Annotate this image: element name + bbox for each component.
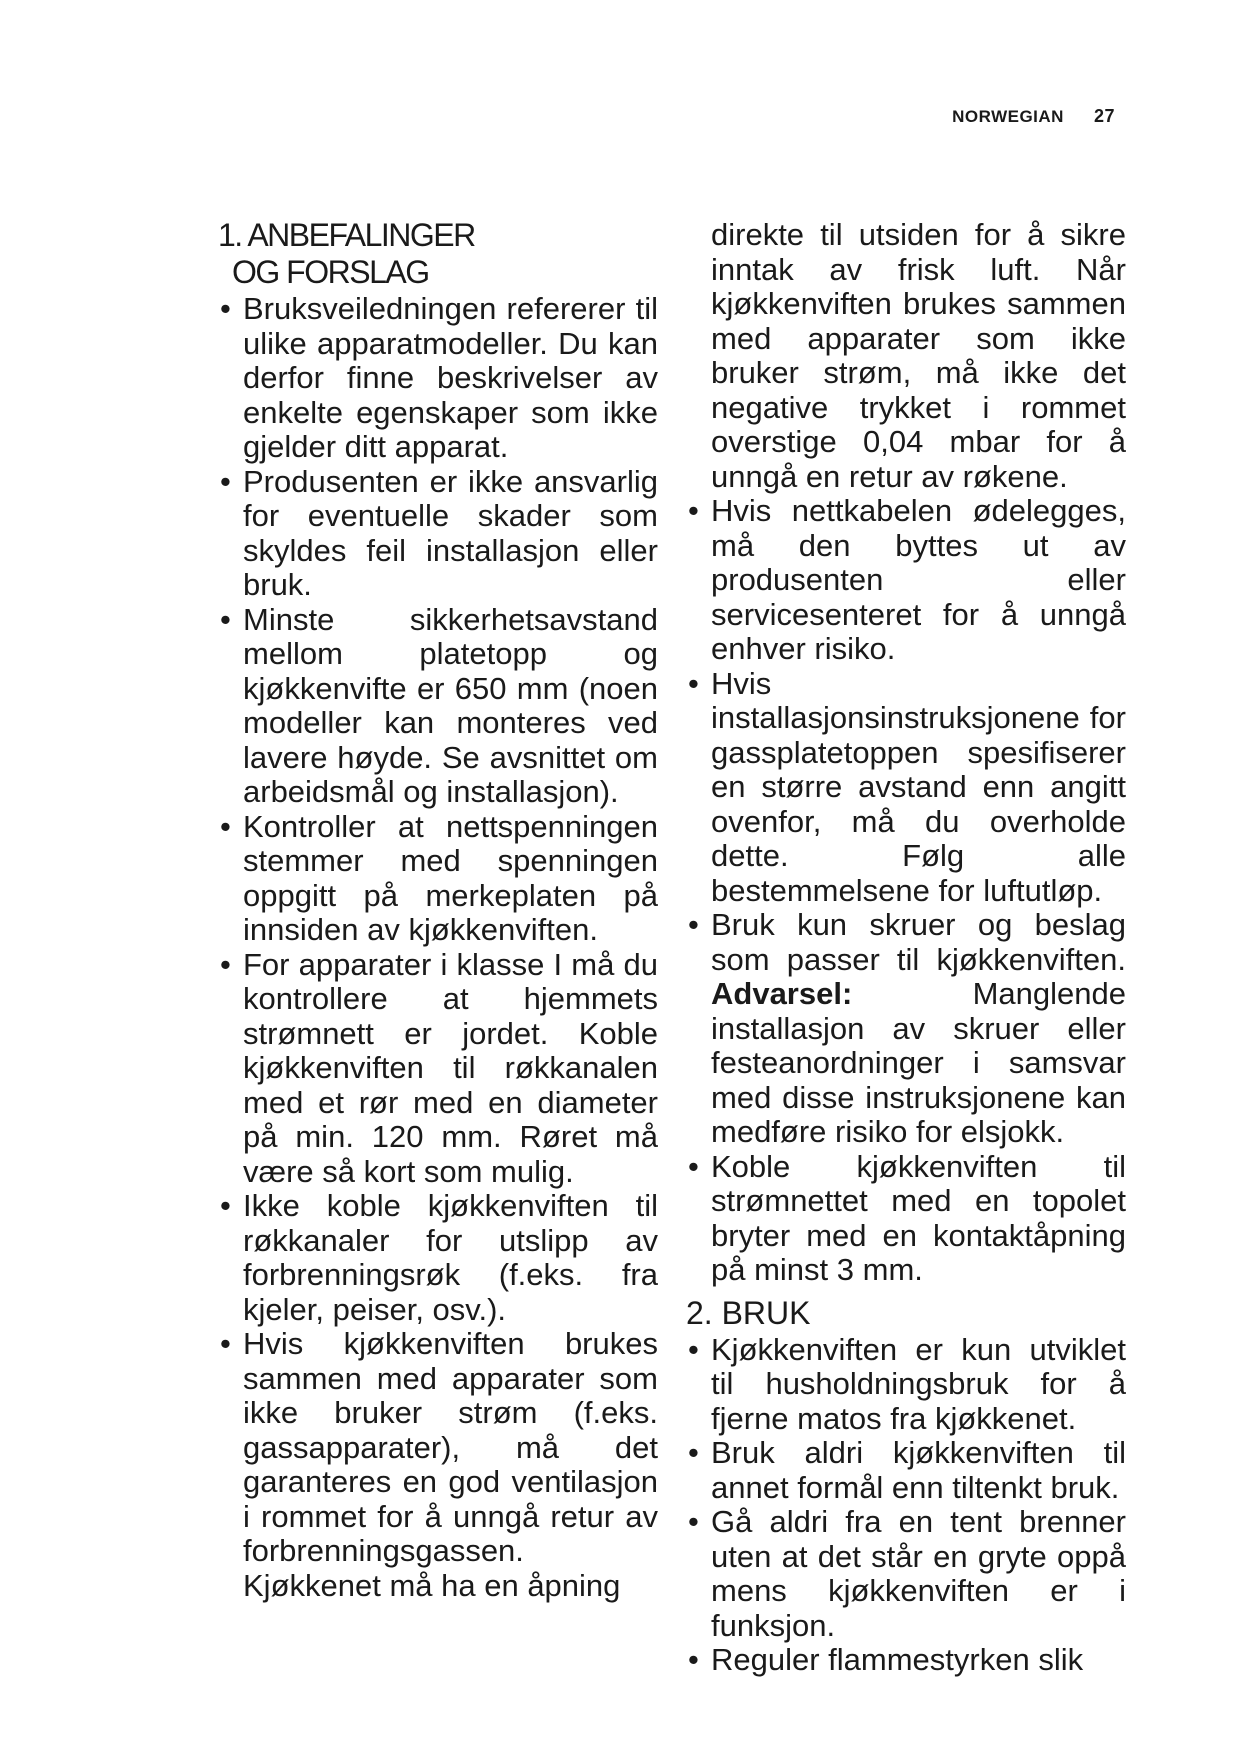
bullet-icon: • <box>688 907 699 942</box>
list-item <box>218 603 658 810</box>
bullet-icon: • <box>220 291 231 326</box>
bullet-icon: • <box>688 1435 699 1470</box>
list-item-text: Kontroller at nettspenningen stemmer med spenningen oppgitt på merkeplaten på innsiden av kjøkkenviften. <box>243 808 658 947</box>
warning-label: Advarsel: <box>711 976 853 1011</box>
warning-text: Manglende installasjon av skruer eller festeanordninger i samsvar med disse instruksjonene kan medføre risiko for elsjokk. <box>711 976 1126 1149</box>
section-1-heading-line1: 1. ANBEFALINGER <box>218 217 475 253</box>
bullet-icon: • <box>688 1331 699 1367</box>
bullet-icon: • <box>220 601 231 637</box>
list-item-text: Hvis nettkabelen ødelegges, må den byttes ut av produsenten eller servicesenteret for å unngå enhver risiko. <box>711 493 1126 666</box>
list-item <box>218 292 658 465</box>
list-item <box>218 465 658 603</box>
list-item-text: Gå aldri fra en tent brenner uten at det står en gryte oppå mens kjøkkenviften er i funksjon. <box>711 1504 1126 1643</box>
recommendations-list-continued <box>686 494 1126 1288</box>
usage-list <box>686 1333 1126 1678</box>
bullet-icon: • <box>220 1326 231 1361</box>
list-item-text: Bruk kun skruer og beslag som passer til kjøkkenviften. <box>711 907 1126 977</box>
bullet-icon: • <box>688 1504 699 1539</box>
list-item-text: Minste sikkerhetsavstand mellom platetopp og kjøkkenvifte er 650 mm (noen modeller kan monteres ved lavere høyde. Se avsnittet om arbeidsmål og installasjon). <box>243 601 658 809</box>
list-item <box>686 1505 1126 1643</box>
bullet-icon: • <box>688 493 699 528</box>
page-header <box>952 106 1115 127</box>
list-item <box>686 1150 1126 1288</box>
list-item-text: Bruksveiledningen refererer til ulike apparatmodeller. Du kan derfor finne beskrivelser av enkelte egenskaper som ikke gjelder ditt apparat. <box>243 291 658 464</box>
bullet-icon: • <box>688 665 699 701</box>
list-item-text: Koble kjøkkenviften til strømnettet med en topolet bryter med en kontaktåpning på minst 3 mm. <box>711 1148 1126 1287</box>
list-item-text: For apparater i klasse I må du kontrollere at hjemmets strømnett er jordet. Koble kjøkkenviften til røkkanalen med et rør med en diameter på min. 120 mm. Røret må være så kort som mulig. <box>243 946 658 1189</box>
list-item <box>218 948 658 1190</box>
list-item <box>218 1189 658 1327</box>
list-item-text: Reguler flammestyrken slik <box>711 1642 1084 1677</box>
section-2-heading: 2. BRUK <box>686 1294 811 1331</box>
list-item <box>686 908 1126 1150</box>
bullet-icon: • <box>220 946 231 982</box>
list-item-text: Bruk aldri kjøkkenviften til annet formål enn tiltenkt bruk. <box>711 1435 1126 1505</box>
list-item <box>686 1333 1126 1437</box>
list-item <box>686 494 1126 667</box>
list-item <box>218 1327 658 1603</box>
list-item <box>686 667 1126 909</box>
right-column <box>686 218 1126 1678</box>
bullet-icon: • <box>688 1642 699 1677</box>
list-item <box>686 1436 1126 1505</box>
bullet-icon: • <box>220 463 231 499</box>
list-item-text: Produsenten er ikke ansvarlig for eventuelle skader som skyldes feil installasjon eller bruk. <box>243 463 658 602</box>
list-item-text: Hvis installasjonsinstruksjonene for gassplatetoppen spesifiserer en større avstand enn angitt ovenfor, må du overholde dette. Følg alle bestemmelsene for luftutløp. <box>711 665 1126 908</box>
recommendations-list <box>218 292 658 1603</box>
header-language: NORWEGIAN <box>952 107 1064 126</box>
list-item-text: Ikke koble kjøkkenviften til røkkanaler for utslipp av forbrenningsrøk (f.eks. fra kjeler, peiser, osv.). <box>243 1188 658 1327</box>
left-column <box>218 218 658 1603</box>
bullet-icon: • <box>688 1148 699 1184</box>
bullet-icon: • <box>220 808 231 844</box>
section-1-heading-line2: OG FORSLAG <box>232 254 429 290</box>
bullet-icon: • <box>220 1188 231 1223</box>
continued-paragraph: direkte til utsiden for å sikre inntak av frisk luft. Når kjøkkenviften brukes sammen med apparater som ikke bruker strøm, må ikke det negative trykket i rommet overstige 0,04 mbar for å unngå en retur av røkene. <box>711 217 1126 494</box>
list-item-text: Kjøkkenviften er kun utviklet til husholdningsbruk for å fjerne matos fra kjøkkenet. <box>711 1331 1126 1436</box>
page-number: 27 <box>1093 106 1115 126</box>
list-item <box>218 810 658 948</box>
list-item <box>686 1643 1126 1678</box>
list-item-text: Hvis kjøkkenviften brukes sammen med apparater som ikke bruker strøm (f.eks. gassapparater), må det garanteres en god ventilasjon i rommet for å unngå retur av forbrenningsgassen. Kjøkkenet må ha en åpning <box>243 1326 658 1603</box>
